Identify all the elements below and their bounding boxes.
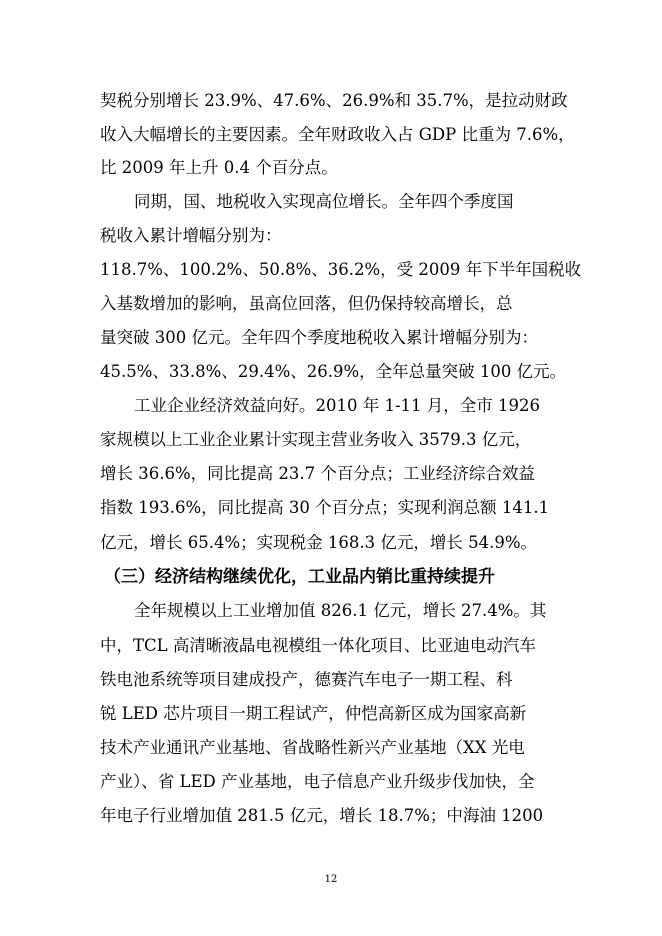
body-text-line: 产业）、省 LED 产业基地，电子信息产业升级步伐加快，全 <box>100 772 535 791</box>
body-text-line: 收入大幅增长的主要因素。全年财政收入占 GDP 比重为 7.6%， <box>100 125 575 144</box>
body-text-line: 量突破 300 亿元。全年四个季度地税收入累计增幅分别为： <box>100 328 538 347</box>
body-text-line: 入基数增加的影响，虽高位回落，但仍保持较高增长，总 <box>100 294 513 313</box>
body-text-line: 税收入累计增幅分别为： <box>100 226 282 245</box>
body-text-line: 118.7%、100.2%、50.8%、36.2%，受 2009 年下半年国税收 <box>100 260 582 279</box>
body-text-line: 增长 36.6%，同比提高 23.7 个百分点；工业经济综合效益 <box>100 464 535 483</box>
body-text-line: 家规模以上工业企业累计实现主营业务收入 3579.3 亿元， <box>100 430 532 449</box>
body-text-line: 技术产业通讯产业基地、省战略性新兴产业基地（XX 光电 <box>100 738 525 757</box>
body-text-line: 45.5%、33.8%、29.4%、26.9%，全年总量突破 100 亿元。 <box>100 362 567 381</box>
body-text-line: 比 2009 年上升 0.4 个百分点。 <box>100 158 338 177</box>
body-text-line: 铁电池系统等项目建成投产，德赛汽车电子一期工程、科 <box>100 670 513 689</box>
body-text-line: 契税分别增长 23.9%、47.6%、26.9%和 35.7%，是拉动财政 <box>100 91 568 110</box>
body-text-line: 锐 LED 芯片项目一期工程试产，仲恺高新区成为国家高新 <box>100 704 527 723</box>
page-number: 12 <box>324 874 338 885</box>
section-heading: （三）经济结构继续优化，工业品内销比重持续提升 <box>104 567 495 587</box>
body-text-line: 指数 193.6%，同比提高 30 个百分点；实现利润总额 141.1 <box>100 498 550 517</box>
paragraph-start-line: 全年规模以上工业增加值 826.1 亿元，增长 27.4%。其 <box>134 601 547 620</box>
paragraph-start-line: 同期，国、地税收入实现高位增长。全年四个季度国 <box>134 192 514 211</box>
paragraph-start-line: 工业企业经济效益向好。2010 年 1-11 月，全市 1926 <box>134 396 541 415</box>
body-text-line: 年电子行业增加值 281.5 亿元，增长 18.7%；中海油 1200 <box>100 806 544 825</box>
body-text-line: 亿元，增长 65.4%；实现税金 168.3 亿元，增长 54.9%。 <box>100 533 538 552</box>
body-text-line: 中，TCL 高清晰液晶电视模组一体化项目、比亚迪电动汽车 <box>100 636 536 655</box>
